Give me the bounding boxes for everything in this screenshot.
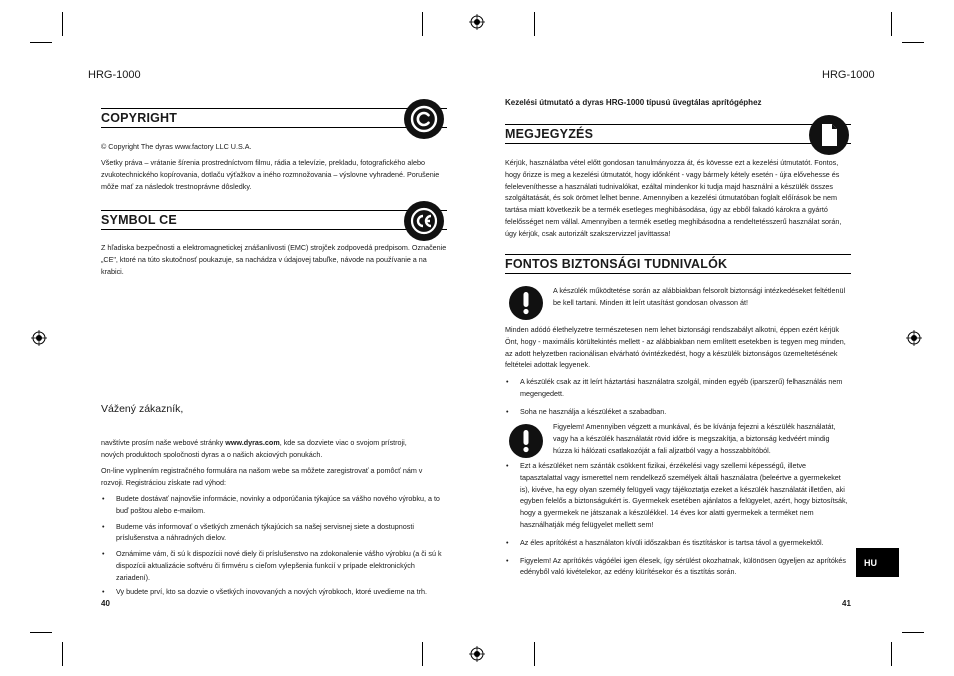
visit-text	[101, 437, 431, 461]
copyright-heading	[101, 108, 447, 128]
list-item: • Budete dostávať najnovšie informácie, novinky a odporúčania týkajúce sa vášho nového výrobku, a to buď poštou alebo e-mailom.	[102, 493, 447, 517]
page-number: 41	[842, 599, 851, 608]
copyright-icon	[404, 99, 444, 139]
registration-mark-icon	[469, 646, 485, 662]
safety-paragraph: Minden adódó élethelyzetre természetesen nem lehet biztonsági rendszabályt alkotni, éppen ezért kérjük Önt, hogy - maximális körültekintés mellett - az alábbiakban nem említett esetekben is tegyen meg minden, az adott helyzetben racionálisan elvárható óvintézkedést, hogy a készülék biztonságos üzemeltetésének feltételei adottak legyenek.	[505, 325, 846, 370]
list-item: • Oznámime vám, či sú k dispozícii nové diely či príslušenstvo na zdokonalenie vášho výrobku (a či sú k dispozícii aktualizácie softvéru či firmvéru s cieľom vylepšenia funkcií v prípade elektronických zariadení).	[102, 548, 447, 583]
note-text: Kérjük, használatba vétel előtt gondosan tanulmányozza át, és kövesse ezt a kezelési útmutatót. Fontos, hogy őrizze is meg a kezelési útmutatót, hogy időnként - vagy bármely kétely esetén - újra elővehesse és feleleveníthesse a használati tudnivalókat, ezáltal mindenkor ki tudja majd használni a készülék összes szolgáltatását, és sok örömet lelhet benne. Amennyiben a kezelési útmutatóban foglalt előírások be nem tartása miatt következik be a termék esetleges meghibásodása, úgy az ebből fakadó károkra a gyártó felelősséget nem vállal. Amennyiben a termék esetleg meghibásodna a rendeltetésszerű használat során, úgy kérjük, csak autorizált szakszervizzel javíttassa!	[505, 158, 842, 238]
ce-heading	[101, 210, 447, 230]
list-item: • Ezt a készüléket nem szánták csökkent fizikai, érzékelési vagy szellemi képességű, illetve tapasztalattal vagy ismerettel nem rendelkező személyek általi használatra (beleértve a gyermekeket is), kivéve, ha egy olyan személy felügyeli vagy tájékoztatja ezeket a készülék használatát illetően, aki egyben felelős a biztonságukért is. Gyermekek esetében ajánlatos a felügyelet, azért, hogy biztosítsák, hogy a gyermekek ne játszanak a készülékkel. 14 éves kor alatti gyermekek a terméket nem használhatják még felügyelet mellett sem!	[506, 460, 850, 531]
ce-mark-icon	[404, 201, 444, 241]
safety-list-a	[506, 376, 850, 421]
website-link[interactable]: www.dyras.com	[225, 438, 280, 447]
model-label: HRG-1000	[88, 69, 141, 81]
language-tab: HU	[856, 548, 899, 577]
crop-mark	[422, 642, 423, 666]
registration-mark-icon	[469, 14, 485, 30]
crop-mark	[891, 642, 892, 666]
crop-mark	[902, 42, 924, 43]
visit-pre: navštívte prosím naše webové stránky	[101, 438, 226, 447]
safety-warning-2: Figyelem! Amennyiben végzett a munkával, és be kívánja fejezni a készülék használatát, vagy ha a készülék használatát rövid időre is megszakítja, a biztonság kedvéért mindig húzza ki hálózati csatlakozóját a fali aljzatból vagy a hosszabbítóból.	[553, 422, 836, 455]
list-item: • Figyelem! Az aprítókés vágóélei igen élesek, így sérülést okozhatnak, különösen ügyeljen az aprítókés edényből való kivételekor, az edény kiürítésekor és a tisztítás során.	[506, 555, 850, 579]
list-item: • Budeme vás informovať o všetkých zmenách týkajúcich sa našej servisnej siete a dostupnosti príslušenstva a náhradných dielov.	[102, 521, 447, 545]
greeting: Vážený zákazník,	[101, 403, 184, 415]
copyright-text: Všetky práva – vrátanie šírenia prostredníctvom filmu, rádia a televízie, prekladu, fotografického alebo zvukotechnického kopírovania, dotlaču výťažkov a iného rozmnožovania – výslovne vyhradené. Porušenie môže mať za následok trestnoprávne dôsledky.	[101, 158, 440, 191]
list-item: • Vy budete prví, kto sa dozvie o všetkých inovovaných a nových výrobkoch, ktoré uvedieme na trh.	[102, 586, 447, 598]
page-number: 40	[101, 599, 110, 608]
safety-warning-1: A készülék működtetése során az alábbiakban felsorolt biztonsági intézkedéseket feltétlenül be kell tartani. Minden itt leírt utasítást gondosan olvasson át!	[553, 286, 846, 307]
ce-text: Z hľadiska bezpečnosti a elektromagnetickej znášanlivosti (EMC) strojček zodpovedá predpisom. Označenie „CE", ktoré na túto skutočnosť poukazuje, sa nachádza v údajovej tabuľke, návode na používanie a na krabici.	[101, 243, 447, 276]
list-item: • A készülék csak az itt leírt háztartási használatra szolgál, minden egyéb (iparszerű) felhasználás nem megengedett.	[506, 376, 850, 400]
document-icon	[809, 115, 849, 155]
crop-mark	[30, 632, 52, 633]
crop-mark	[62, 642, 63, 666]
crop-mark	[534, 642, 535, 666]
crop-mark	[30, 42, 52, 43]
copyright-line: © Copyright The dyras www.factory LLC U.S.A.	[101, 142, 252, 151]
note-heading	[505, 124, 851, 144]
manual-subtitle: Kezelési útmutató a dyras HRG-1000 típusú üvegtálas aprítógéphez	[505, 98, 762, 107]
list-item: • Az éles aprítókést a használaton kívüli időszakban és tisztításkor is tartsa távol a gyermekektől.	[506, 537, 850, 549]
copyright-title: COPYRIGHT	[101, 111, 178, 125]
exclamation-icon	[509, 286, 543, 320]
crop-mark	[62, 12, 63, 36]
safety-list-b	[506, 460, 850, 582]
safety-title: FONTOS BIZTONSÁGI TUDNIVALÓK	[505, 257, 728, 271]
crop-mark	[422, 12, 423, 36]
crop-mark	[534, 12, 535, 36]
crop-mark	[891, 12, 892, 36]
registration-mark-icon	[31, 330, 47, 346]
exclamation-icon	[509, 424, 543, 458]
safety-heading	[505, 254, 851, 274]
crop-mark	[902, 632, 924, 633]
note-title: MEGJEGYZÉS	[505, 127, 594, 141]
ce-title: SYMBOL CE	[101, 213, 177, 227]
registration-mark-icon	[906, 330, 922, 346]
list-item: • Soha ne használja a készüléket a szabadban.	[506, 406, 850, 418]
register-text: On-line vyplnením registračného formulára na našom webe sa môžete zaregistrovať a pomôcť nám v rozvoji. Registráciou získate rad výhod:	[101, 466, 423, 487]
model-label: HRG-1000	[822, 69, 875, 81]
visit-post: , kde sa dozviete viac o svojom prístroji, nových produktoch spoločnosti dyras a o našich akciových ponukách.	[101, 438, 407, 459]
benefits-list	[102, 493, 447, 601]
